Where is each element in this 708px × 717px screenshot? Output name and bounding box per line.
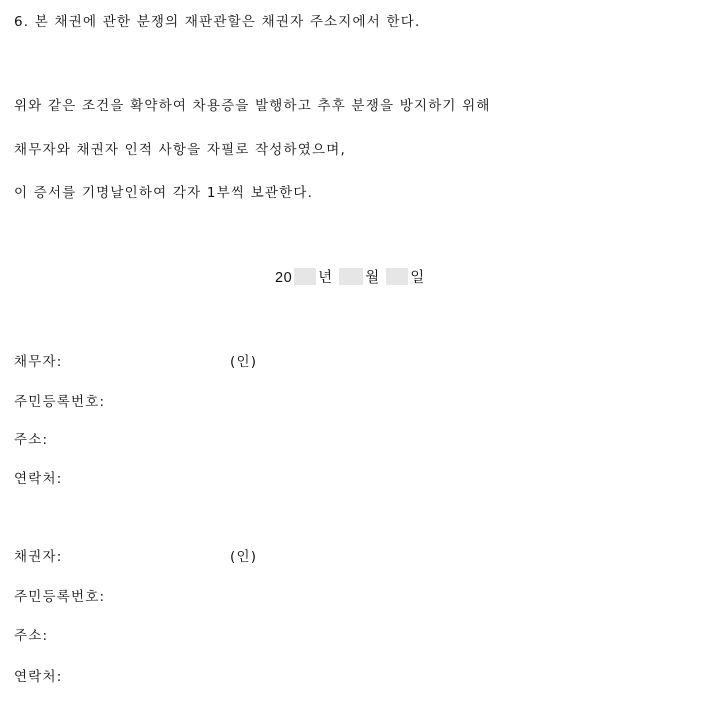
clause-6-jurisdiction: 6. 본 채권에 관한 분쟁의 재판관할은 채권자 주소지에서 한다. (14, 14, 421, 30)
year-blank (294, 268, 316, 285)
date-year-prefix: 20 (275, 270, 293, 286)
creditor-resident-id-label: 주민등록번호: (14, 589, 106, 605)
closing-line-2: 채무자와 채권자 인적 사항을 자필로 작성하였으며, (14, 142, 347, 158)
creditor-label: 채권자: (14, 549, 63, 565)
creditor-seal-mark: (인) (230, 549, 258, 565)
debtor-address-label: 주소: (14, 432, 49, 448)
closing-line-3: 이 증서를 기명날인하여 각자 1부씩 보관한다. (14, 185, 314, 201)
date-year-unit: 년 (318, 270, 333, 286)
date-line (275, 268, 425, 288)
closing-line-1: 위와 같은 조건을 확약하여 차용증을 발행하고 추후 분쟁을 방지하기 위해 (14, 98, 491, 114)
day-blank (386, 268, 408, 285)
creditor-address-label: 주소: (14, 628, 49, 644)
debtor-resident-id-label: 주민등록번호: (14, 394, 106, 410)
date-month-unit: 월 (365, 270, 380, 286)
debtor-seal-mark: (인) (230, 354, 258, 370)
creditor-contact-label: 연락처: (14, 669, 63, 685)
debtor-label: 채무자: (14, 354, 63, 370)
date-day-unit: 일 (410, 270, 425, 286)
debtor-contact-label: 연락처: (14, 471, 63, 487)
month-blank (339, 268, 363, 285)
